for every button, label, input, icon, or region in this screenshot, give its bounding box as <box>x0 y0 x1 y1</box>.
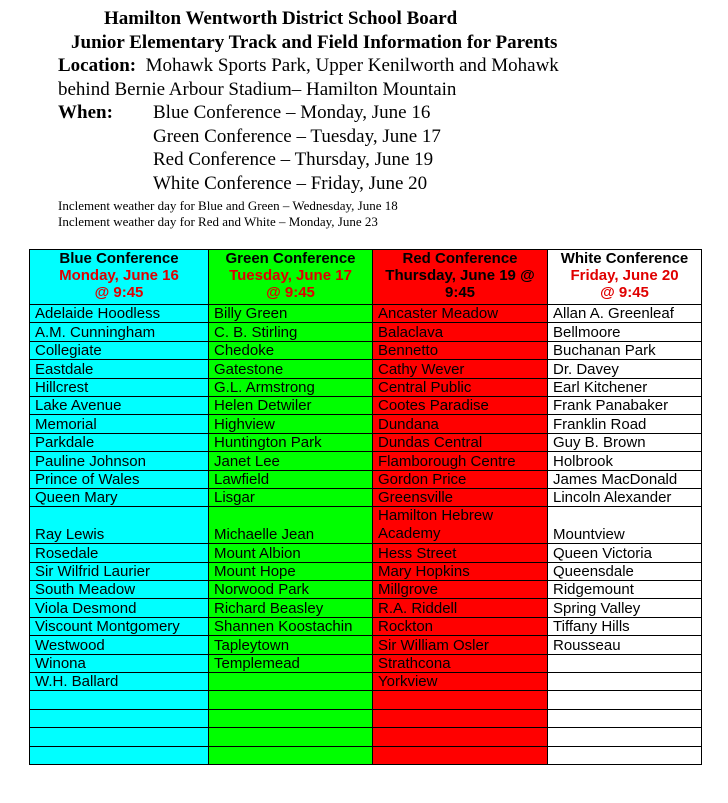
school-cell-red: Mary Hopkins <box>373 562 548 580</box>
school-cell-white: Bellmoore <box>548 323 702 341</box>
when-green: Green Conference – Tuesday, June 17 <box>153 126 441 147</box>
table-header-row <box>30 250 702 305</box>
header-green-time: @ 9:45 <box>266 284 315 301</box>
table-row <box>30 360 702 378</box>
school-cell-blue: Prince of Wales <box>30 470 209 488</box>
school-cell-green: Mount Hope <box>209 562 373 580</box>
school-cell-blue: Memorial <box>30 415 209 433</box>
table-row <box>30 415 702 433</box>
header-red-day: Thursday, June 19 @ <box>385 267 535 284</box>
weather-note-1: Inclement weather day for Blue and Green – Wednesday, June 18 <box>58 198 398 213</box>
school-cell-blue: Viola Desmond <box>30 599 209 617</box>
school-cell-red: Central Public <box>373 378 548 396</box>
table-row <box>30 562 702 580</box>
school-cell-green: Billy Green <box>209 305 373 323</box>
school-cell-red: Ancaster Meadow <box>373 305 548 323</box>
school-cell-green: Huntington Park <box>209 433 373 451</box>
school-cell-green: Michaelle Jean <box>209 507 373 544</box>
school-cell-white: Frank Panabaker <box>548 396 702 414</box>
school-cell-white: Mountview <box>548 507 702 544</box>
school-cell-white: Allan A. Greenleaf <box>548 305 702 323</box>
table-row <box>30 673 702 691</box>
school-cell-white <box>548 746 702 764</box>
header-white-name: White Conference <box>560 250 689 267</box>
school-cell-green <box>209 746 373 764</box>
header-red-name: Red Conference <box>402 250 518 267</box>
header-green-day: Tuesday, June 17 <box>229 267 352 284</box>
when-blue: Blue Conference – Monday, June 16 <box>153 102 431 123</box>
school-cell-blue <box>30 709 209 727</box>
school-cell-white: Queensdale <box>548 562 702 580</box>
header-white <box>548 250 702 305</box>
table-row <box>30 691 702 709</box>
header-blue-time: @ 9:45 <box>94 284 144 301</box>
header-blue-name: Blue Conference <box>59 250 179 267</box>
school-cell-white: Rousseau <box>548 636 702 654</box>
school-cell-red: Sir William Osler <box>373 636 548 654</box>
school-cell-green: Templemead <box>209 654 373 672</box>
school-cell-white <box>548 673 702 691</box>
table-row <box>30 654 702 672</box>
school-cell-white: Dr. Davey <box>548 360 702 378</box>
header-green <box>209 250 373 305</box>
header-blue <box>30 250 209 305</box>
table-row <box>30 341 702 359</box>
school-cell-blue: Pauline Johnson <box>30 452 209 470</box>
school-cell-red <box>373 691 548 709</box>
table-row <box>30 581 702 599</box>
header-white-time: @ 9:45 <box>600 284 649 301</box>
school-cell-blue: A.M. Cunningham <box>30 323 209 341</box>
school-cell-blue: Sir Wilfrid Laurier <box>30 562 209 580</box>
school-cell-red <box>373 746 548 764</box>
table-row <box>30 488 702 506</box>
school-cell-green: Janet Lee <box>209 452 373 470</box>
location-line-2: behind Bernie Arbour Stadium– Hamilton Mountain <box>58 79 457 100</box>
school-cell-white: Earl Kitchener <box>548 378 702 396</box>
school-cell-white: Ridgemount <box>548 581 702 599</box>
conference-table <box>29 249 702 765</box>
school-cell-green: Norwood Park <box>209 581 373 599</box>
school-cell-green: Richard Beasley <box>209 599 373 617</box>
header-green-name: Green Conference <box>225 250 356 267</box>
header-blue-day: Monday, June 16 <box>59 267 179 284</box>
location-text: Mohawk Sports Park, Upper Kenilworth and Mohawk <box>145 55 559 76</box>
school-cell-blue: Hillcrest <box>30 378 209 396</box>
school-cell-green: C. B. Stirling <box>209 323 373 341</box>
school-cell-white: Spring Valley <box>548 599 702 617</box>
table-row <box>30 378 702 396</box>
school-cell-red: Hess Street <box>373 544 548 562</box>
school-cell-red: Strathcona <box>373 654 548 672</box>
when-label: When: <box>58 102 113 123</box>
event-title: Junior Elementary Track and Field Information for Parents <box>71 32 558 53</box>
table-row <box>30 396 702 414</box>
school-cell-green <box>209 709 373 727</box>
school-cell-blue: Rosedale <box>30 544 209 562</box>
table-row <box>30 709 702 727</box>
school-cell-white <box>548 728 702 746</box>
school-cell-blue: Lake Avenue <box>30 396 209 414</box>
school-cell-white: James MacDonald <box>548 470 702 488</box>
table-row <box>30 544 702 562</box>
school-cell-blue: Winona <box>30 654 209 672</box>
table-row <box>30 617 702 635</box>
school-cell-red: Greensville <box>373 488 548 506</box>
school-cell-red: Balaclava <box>373 323 548 341</box>
header-red-time: 9:45 <box>444 284 476 301</box>
school-cell-green: Lawfield <box>209 470 373 488</box>
table-row <box>30 746 702 764</box>
school-cell-green: Chedoke <box>209 341 373 359</box>
school-cell-blue: Ray Lewis <box>30 507 209 544</box>
school-cell-red: Bennetto <box>373 341 548 359</box>
school-cell-green <box>209 691 373 709</box>
school-cell-green: Tapleytown <box>209 636 373 654</box>
school-cell-green: Gatestone <box>209 360 373 378</box>
school-cell-red: Dundana <box>373 415 548 433</box>
school-cell-blue: Westwood <box>30 636 209 654</box>
school-cell-blue: South Meadow <box>30 581 209 599</box>
table-row <box>30 636 702 654</box>
school-cell-green: Shannen Koostachin <box>209 617 373 635</box>
school-cell-white: Franklin Road <box>548 415 702 433</box>
school-cell-white <box>548 709 702 727</box>
school-cell-green: Mount Albion <box>209 544 373 562</box>
school-cell-white <box>548 654 702 672</box>
weather-note-2: Inclement weather day for Red and White – Monday, June 23 <box>58 214 378 229</box>
table-row <box>30 507 702 544</box>
school-cell-white: Tiffany Hills <box>548 617 702 635</box>
school-cell-blue <box>30 691 209 709</box>
school-cell-blue: Eastdale <box>30 360 209 378</box>
header-white-day: Friday, June 20 <box>570 267 679 284</box>
when-red: Red Conference – Thursday, June 19 <box>153 149 434 170</box>
school-cell-red: Gordon Price <box>373 470 548 488</box>
school-cell-green: Lisgar <box>209 488 373 506</box>
header-red <box>373 250 548 305</box>
school-cell-green <box>209 673 373 691</box>
school-cell-red: Cootes Paradise <box>373 396 548 414</box>
school-cell-red: Rockton <box>373 617 548 635</box>
table-body <box>30 305 702 765</box>
school-cell-blue: Adelaide Hoodless <box>30 305 209 323</box>
location-line <box>58 55 559 77</box>
school-cell-red <box>373 728 548 746</box>
school-cell-white <box>548 691 702 709</box>
school-cell-red: R.A. Riddell <box>373 599 548 617</box>
table-row <box>30 452 702 470</box>
school-cell-red: Flamborough Centre <box>373 452 548 470</box>
school-cell-red: Dundas Central <box>373 433 548 451</box>
school-cell-blue: Parkdale <box>30 433 209 451</box>
school-cell-green: G.L. Armstrong <box>209 378 373 396</box>
school-cell-red: Cathy Wever <box>373 360 548 378</box>
school-cell-white: Holbrook <box>548 452 702 470</box>
table-row <box>30 323 702 341</box>
school-cell-blue <box>30 746 209 764</box>
school-cell-white: Buchanan Park <box>548 341 702 359</box>
school-cell-blue: W.H. Ballard <box>30 673 209 691</box>
school-cell-red: Hamilton Hebrew Academy <box>373 507 548 544</box>
school-cell-green <box>209 728 373 746</box>
school-cell-red <box>373 709 548 727</box>
when-white: White Conference – Friday, June 20 <box>153 173 428 194</box>
school-cell-white: Lincoln Alexander <box>548 488 702 506</box>
table-row <box>30 470 702 488</box>
school-cell-white: Guy B. Brown <box>548 433 702 451</box>
school-cell-green: Helen Detwiler <box>209 396 373 414</box>
school-cell-blue: Collegiate <box>30 341 209 359</box>
school-cell-red: Millgrove <box>373 581 548 599</box>
table-row <box>30 728 702 746</box>
location-label: Location: <box>58 55 137 76</box>
board-title: Hamilton Wentworth District School Board <box>104 8 458 29</box>
school-cell-blue <box>30 728 209 746</box>
school-cell-blue: Viscount Montgomery <box>30 617 209 635</box>
school-cell-green: Highview <box>209 415 373 433</box>
table-row <box>30 599 702 617</box>
school-cell-red: Yorkview <box>373 673 548 691</box>
table-row <box>30 433 702 451</box>
table-row <box>30 305 702 323</box>
school-cell-blue: Queen Mary <box>30 488 209 506</box>
school-cell-white: Queen Victoria <box>548 544 702 562</box>
